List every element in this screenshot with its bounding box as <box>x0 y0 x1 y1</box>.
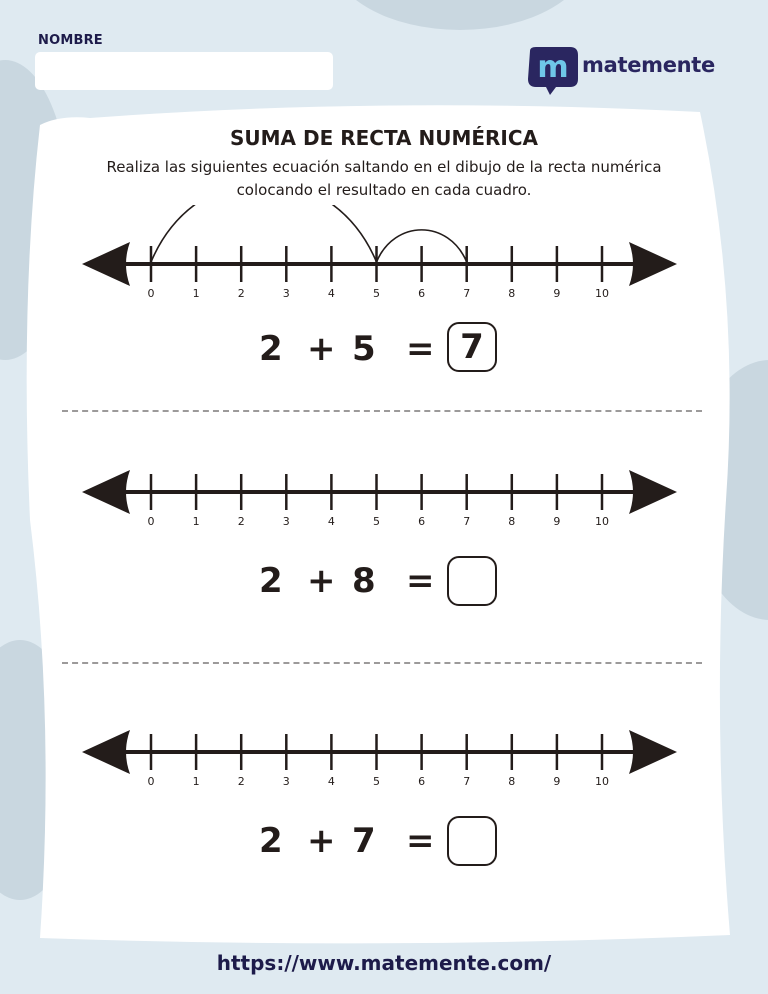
tick-label: 9 <box>553 515 561 528</box>
logo-letter: m <box>537 50 569 85</box>
number-line <box>0 205 768 305</box>
tick-label: 3 <box>282 287 290 300</box>
exercise-3 <box>0 693 768 873</box>
tick-label: 2 <box>237 287 245 300</box>
right-arrow-icon <box>629 242 677 286</box>
tick-label: 8 <box>508 287 516 300</box>
tick-label: 6 <box>418 515 426 528</box>
addend-a: 2 <box>259 821 283 861</box>
logo-speech-bubble-icon <box>522 45 580 95</box>
tick-label: 5 <box>373 775 380 788</box>
tick-label: 8 <box>508 515 516 528</box>
number-line <box>0 693 768 793</box>
tick-label: 2 <box>237 775 245 788</box>
logo-text: matemente <box>582 53 715 77</box>
tick-label: 4 <box>327 515 335 528</box>
instructions-text: Realiza las siguientes ecuación saltando en el dibujo de la recta numérica colocando el resultado en cada cuadro. <box>106 158 662 199</box>
answer-box[interactable]: 7 <box>447 322 497 372</box>
tick-label: 1 <box>192 515 200 528</box>
tick-label: 10 <box>595 515 609 528</box>
tick-label: 0 <box>147 515 155 528</box>
name-field[interactable] <box>35 52 333 90</box>
exercise-2 <box>0 433 768 613</box>
tick-label: 7 <box>463 287 471 300</box>
tick-label: 9 <box>553 775 561 788</box>
addend-b: 8 <box>352 561 376 601</box>
tick-label: 6 <box>418 287 426 300</box>
tick-label: 1 <box>192 775 200 788</box>
tick-label: 5 <box>373 287 380 300</box>
left-arrow-icon <box>82 470 130 514</box>
left-arrow-icon <box>82 242 130 286</box>
left-arrow-icon <box>82 730 130 774</box>
equals-sign: = <box>406 329 435 369</box>
tick-label: 4 <box>327 775 335 788</box>
tick-label: 3 <box>282 775 290 788</box>
tick-label: 7 <box>463 515 471 528</box>
tick-label: 0 <box>147 287 155 300</box>
addend-a: 2 <box>259 561 283 601</box>
name-label: NOMBRE <box>38 33 103 48</box>
addend-b: 5 <box>352 329 376 369</box>
tick-label: 0 <box>147 775 155 788</box>
tick-label: 5 <box>373 515 380 528</box>
footer-url[interactable]: https://www.matemente.com/ <box>216 951 552 975</box>
tick-label: 3 <box>282 515 290 528</box>
exercise-1 <box>0 205 768 385</box>
section-divider <box>62 410 702 412</box>
plus-sign: + <box>307 821 336 861</box>
page-title: SUMA DE RECTA NUMÉRICA <box>229 126 539 150</box>
jump-arc <box>151 205 377 262</box>
answer-box[interactable] <box>447 816 497 866</box>
number-line <box>0 433 768 533</box>
right-arrow-icon <box>629 730 677 774</box>
tick-label: 4 <box>327 287 335 300</box>
answer-box[interactable] <box>447 556 497 606</box>
tick-label: 7 <box>463 775 471 788</box>
tick-label: 9 <box>553 287 561 300</box>
tick-label: 1 <box>192 287 200 300</box>
equals-sign: = <box>406 561 435 601</box>
tick-label: 8 <box>508 775 516 788</box>
addend-b: 7 <box>352 821 376 861</box>
equals-sign: = <box>406 821 435 861</box>
tick-label: 10 <box>595 775 609 788</box>
right-arrow-icon <box>629 470 677 514</box>
plus-sign: + <box>307 329 336 369</box>
tick-label: 2 <box>237 515 245 528</box>
brand-logo <box>522 45 732 95</box>
tick-label: 10 <box>595 287 609 300</box>
tick-label: 6 <box>418 775 426 788</box>
section-divider <box>62 662 702 664</box>
addend-a: 2 <box>259 329 283 369</box>
plus-sign: + <box>307 561 336 601</box>
